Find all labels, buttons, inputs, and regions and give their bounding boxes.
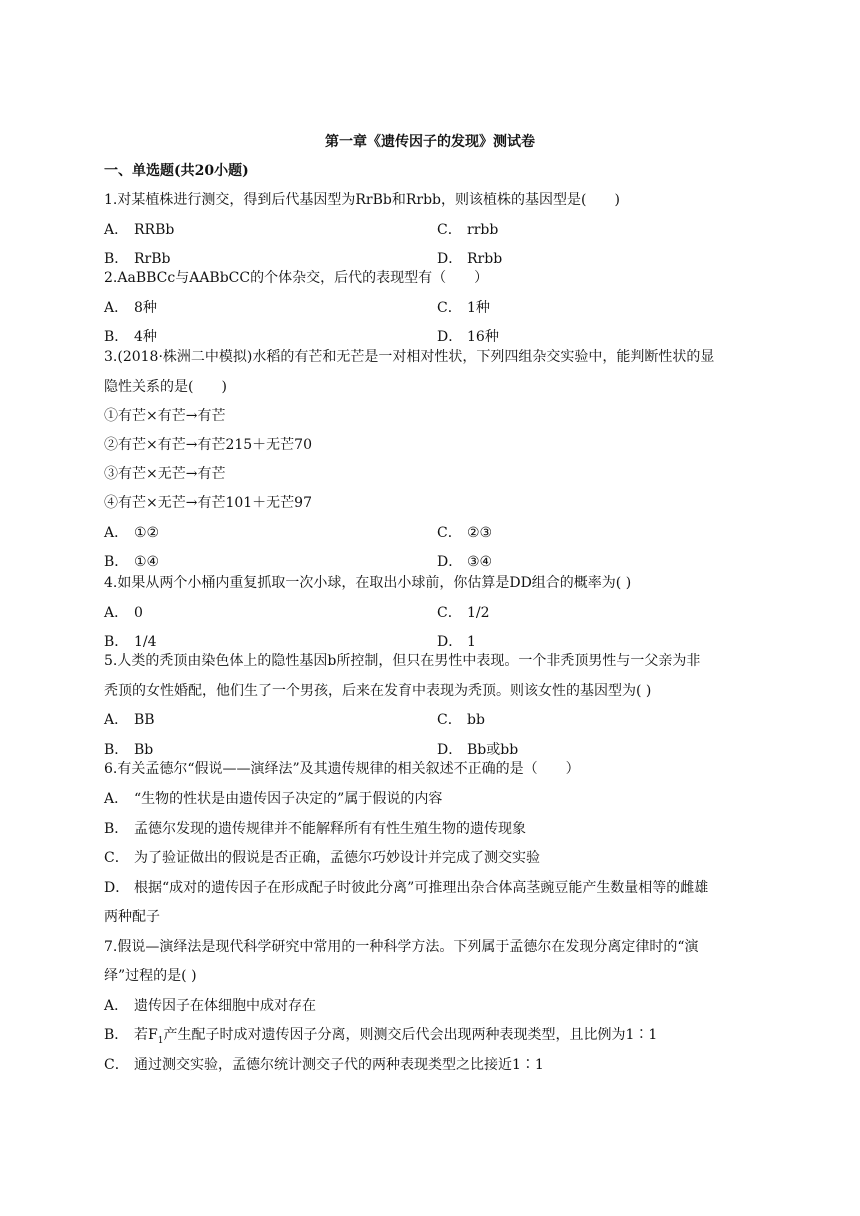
question-3-option-a: A． ①② [104, 525, 160, 541]
question-2-option-b: B． 4种 [104, 329, 157, 345]
question-5-option-d: D． Bb或bb [437, 742, 519, 758]
question-5-option-b: B． Bb [104, 742, 154, 758]
page-title: 第一章《遗传因子的发现》测试卷 [325, 134, 535, 150]
question-3-stem-line-1: 3.(2018·株洲二中模拟)水稻的有芒和无芒是一对相对性状，下列四组杂交实验中，能判断性状的显 [104, 349, 715, 365]
question-6-option-d: D． 根据“成对的遗传因子在形成配子时彼此分离”可推理出杂合体高茎豌豆能产生数量相等的雌雄 [104, 880, 709, 896]
question-6-option-a: A． “生物的性状是由遗传因子决定的”属于假说的内容 [104, 791, 443, 807]
question-4-stem: 4.如果从两个小桶内重复抓取一次小球，在取出小球前，你估算是DD组合的概率为( ) [104, 575, 632, 591]
question-3-item-3: ③有芒×无芒→有芒 [104, 466, 226, 482]
question-3-item-4: ④有芒×无芒→有芒101＋无芒97 [104, 495, 312, 511]
question-2-stem: 2.AaBBCc与AABbCC的个体杂交，后代的表现型有（ ） [104, 270, 489, 286]
question-2-option-d: D． 16种 [437, 329, 499, 345]
question-5-option-c: C． bb [437, 712, 485, 728]
question-1-option-a: A． RRBb [104, 222, 175, 238]
question-3-item-2: ②有芒×有芒→有芒215＋无芒70 [104, 437, 312, 453]
question-5-stem-line-2: 秃顶的女性婚配，他们生了一个男孩，后来在发育中表现为秃顶。则该女性的基因型为( ) [104, 683, 652, 699]
question-6-option-c: C． 为了验证做出的假说是否正确，孟德尔巧妙设计并完成了测交实验 [104, 850, 540, 866]
question-3-option-d: D． ③④ [437, 554, 493, 570]
question-7-stem-line-1: 7.假说—演绎法是现代科学研究中常用的一种科学方法。下列属于孟德尔在发现分离定律时的“演 [104, 939, 699, 955]
question-7-option-b: B． 若$F_1$产生配子时成对遗传因子分离，则测交后代会出现两种表现类型，且比例为1∶1 [104, 1027, 658, 1046]
question-3-option-c: C． ②③ [437, 525, 493, 541]
question-2-option-a: A． 8种 [104, 300, 157, 316]
question-4-option-d: D． 1 [437, 634, 476, 650]
question-4-option-b: B． 1/4 [104, 634, 157, 650]
question-2-option-c: C． 1种 [437, 300, 490, 316]
question-7-stem-line-2: 绎”过程的是( ) [104, 968, 197, 984]
question-1-option-b: B． RrBb [104, 251, 171, 267]
question-1-stem: 1.对某植株进行测交，得到后代基因型为RrBb和Rrbb，则该植株的基因型是( ) [104, 192, 620, 208]
question-6-stem: 6.有关孟德尔“假说——演绎法”及其遗传规律的相关叙述不正确的是（ ） [104, 761, 580, 777]
question-6-option-b: B． 孟德尔发现的遗传规律并不能解释所有有性生殖生物的遗传现象 [104, 821, 526, 837]
question-1-option-d: D． Rrbb [437, 251, 503, 267]
question-5-stem-line-1: 5.人类的秃顶由染色体上的隐性基因b所控制，但只在男性中表现。一个非秃顶男性与一父亲为非 [104, 653, 701, 669]
question-1-option-c: C． rrbb [437, 222, 499, 238]
question-6-option-d-continued: 两种配子 [104, 909, 160, 925]
question-5-option-a: A． BB [104, 712, 155, 728]
question-3-item-1: ①有芒×有芒→有芒 [104, 408, 226, 424]
question-7-option-c: C． 通过测交实验，孟德尔统计测交子代的两种表现类型之比接近1∶1 [104, 1057, 544, 1073]
question-3-option-b: B． ①④ [104, 554, 160, 570]
section-heading: 一、单选题(共20小题) [104, 163, 249, 179]
question-3-stem-line-2: 隐性关系的是( ) [104, 379, 227, 395]
question-7-option-a: A． 遗传因子在体细胞中成对存在 [104, 998, 316, 1014]
question-4-option-c: C． 1/2 [437, 605, 490, 621]
question-4-option-a: A． 0 [104, 605, 143, 621]
